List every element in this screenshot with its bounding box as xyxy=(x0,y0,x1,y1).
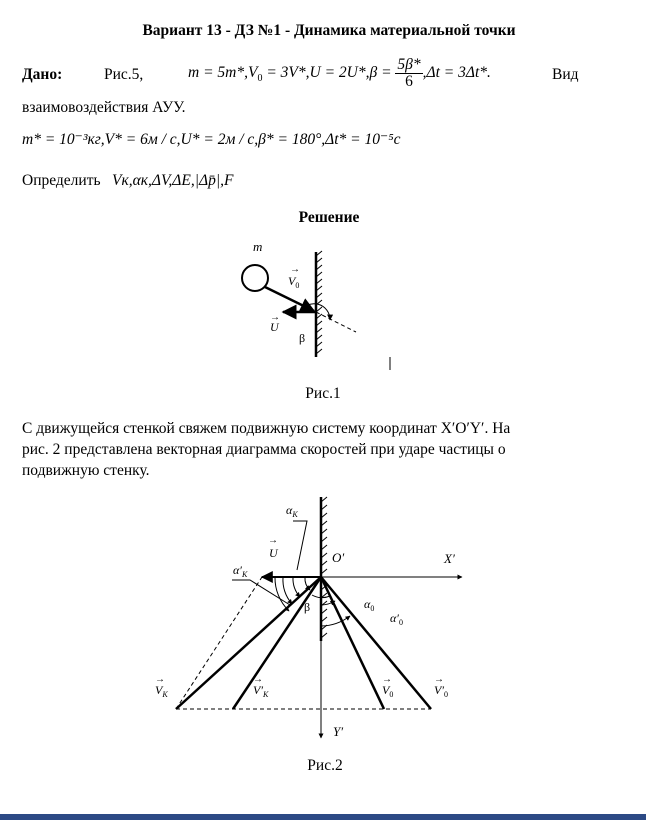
u2-vector-mark: → xyxy=(268,535,278,546)
body-text-line1: С движущейся стенкой свяжем подвижную систему координат X′O′Y′. На xyxy=(22,420,511,437)
u-label: U xyxy=(270,320,279,334)
v0-prime-vector-mark: → xyxy=(434,674,444,685)
particle-circle xyxy=(242,265,268,291)
v0-prime-vector xyxy=(321,577,431,709)
task-label: Определить xyxy=(22,172,101,189)
beta-label: β xyxy=(299,331,306,345)
conditions-prefix: m = 5m*,V xyxy=(188,64,258,81)
page-title: Вариант 13 - ДЗ №1 - Динамика материальной точки xyxy=(142,22,516,39)
given-label: Дано: xyxy=(22,66,63,83)
figure1-diagram xyxy=(0,230,646,380)
u2-label: U xyxy=(269,546,278,560)
v0-label: $V_0$ xyxy=(288,274,300,290)
v0-label2: $V_0$ xyxy=(382,683,394,699)
beta-denominator: 6 xyxy=(405,72,413,90)
u-vector-mark: → xyxy=(270,312,280,323)
alpha0-prime-label: $\alpha'_0$ xyxy=(390,611,403,627)
v0-vector-mark: → xyxy=(290,264,300,275)
y-axis-label: Y′ xyxy=(333,724,344,739)
given-conditions: $m = 5m*,V_0 = 3V*,U = 2U*,\beta$ = $\frac{5\beta*}{6}$ ,Δt = 3Δt*. xyxy=(188,55,491,90)
vk-prime-vector-mark: → xyxy=(253,674,263,685)
v0-vector-mark2: → xyxy=(382,674,392,685)
trajectory-dashed xyxy=(316,312,356,332)
figure1-caption: Рис.1 xyxy=(305,385,341,402)
alpha-k-leader xyxy=(293,521,307,570)
arc3 xyxy=(283,577,292,604)
alpha0-label: $\alpha_0$ xyxy=(364,597,375,613)
figure-reference: Рис.5, xyxy=(104,66,144,83)
figure2-diagram xyxy=(0,490,646,745)
arc4 xyxy=(275,577,289,611)
x-axis-label: X′ xyxy=(444,551,455,566)
beta-numerator: 5β* xyxy=(397,55,421,73)
vk-prime-label: $V'_K$ xyxy=(253,683,269,699)
solution-heading: Решение xyxy=(298,209,360,226)
alpha-k-label: $\alpha_K$ xyxy=(286,503,298,519)
figure2-caption: Рис.2 xyxy=(307,757,343,774)
mass-label: m xyxy=(253,239,263,254)
vk-vector-mark: → xyxy=(155,674,165,685)
v0-arrow xyxy=(265,287,314,311)
body-text-line3: подвижную стенку. xyxy=(22,462,150,479)
conditions-mid: = 3V*,U = 2U*,β = xyxy=(262,64,396,81)
alpha0-prime-arc xyxy=(321,616,350,626)
interaction-type-a: Вид xyxy=(552,66,579,83)
footer-bar xyxy=(0,814,646,820)
vk-label: $V_K$ xyxy=(155,683,168,699)
beta-fraction xyxy=(395,57,422,91)
v0-prime-label: $V'_0$ xyxy=(434,683,448,699)
body-text-line2: рис. 2 представлена векторная диаграмма скоростей при ударе частицы о xyxy=(22,441,506,458)
beta2-label: β xyxy=(304,600,311,614)
alpha-k-prime-label: $\alpha'_K$ xyxy=(233,563,248,579)
conditions-suffix: ,Δt = 3Δt*. xyxy=(422,64,491,81)
origin-label: O′ xyxy=(332,550,345,565)
unit-definitions: m* = 10⁻³кг,V* = 6м / с,U* = 2м / с,β* = 180°,Δt* = 10⁻⁵с xyxy=(22,131,401,148)
interaction-type-b: взаимовоздействия АУУ. xyxy=(22,99,186,116)
task-quantities: Vк,αк,ΔV,ΔE,|Δp̄|,F xyxy=(112,172,234,189)
arc2 xyxy=(293,577,300,597)
